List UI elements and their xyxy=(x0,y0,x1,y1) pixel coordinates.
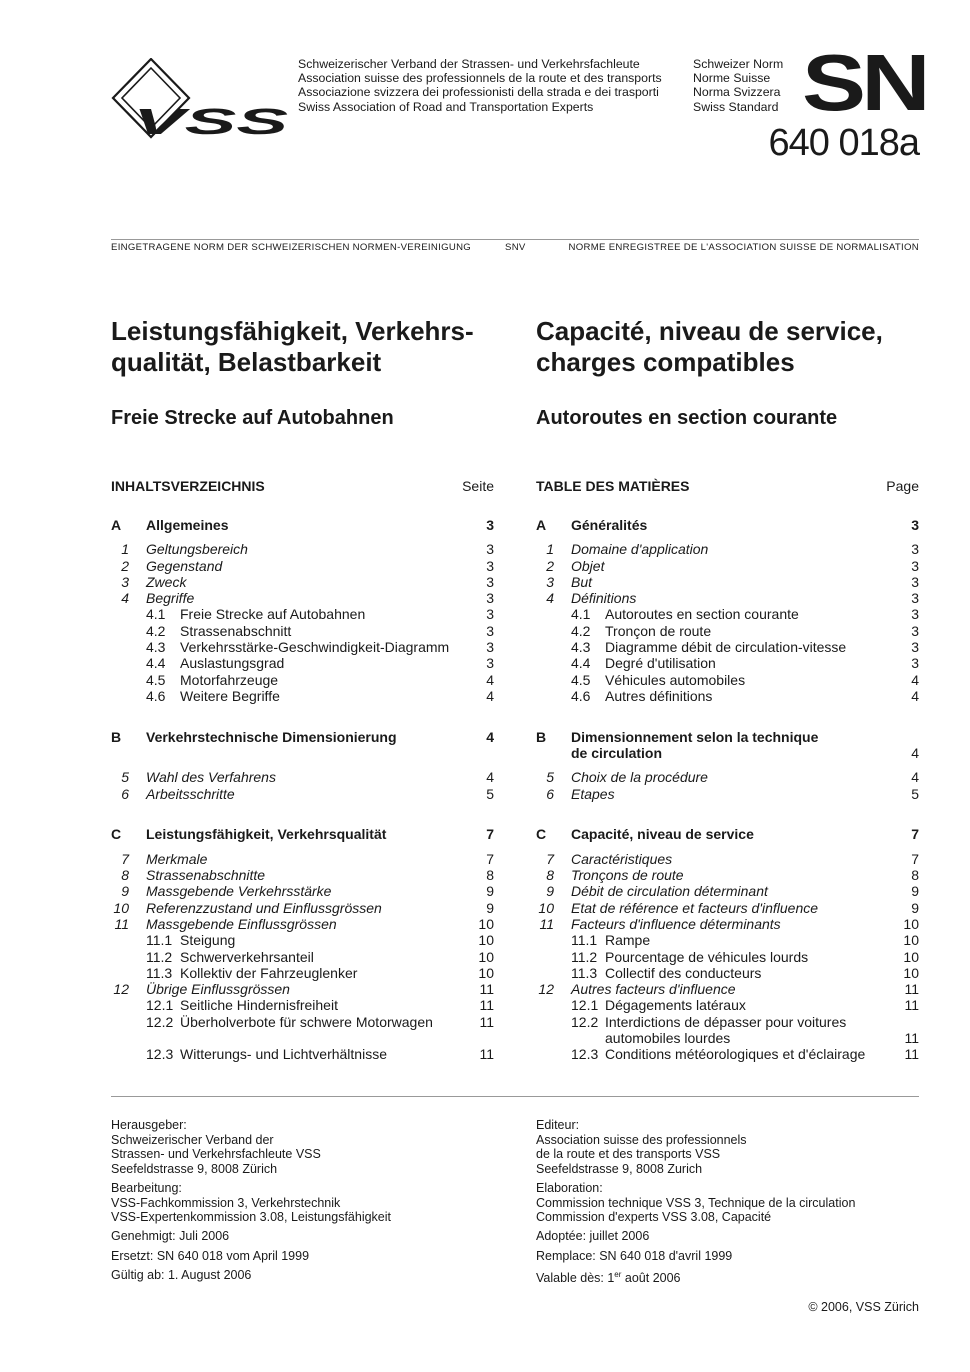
toc-heading-de: INHALTSVERZEICHNIS Seite xyxy=(111,478,494,494)
toc-section-a[interactable]: A Généralités 3 xyxy=(536,517,919,533)
vss-logo xyxy=(111,58,291,140)
toc-item[interactable]: 9 Débit de circulation déterminant 9 xyxy=(546,883,919,900)
subtitle-fr: Autoroutes en section courante xyxy=(536,407,838,429)
registration-fr: NORME ENREGISTREE DE L'ASSOCIATION SUISSE DE NORMALISATION xyxy=(568,242,919,253)
toc-subitem-cont[interactable]: automobiles lourdes 11 xyxy=(605,1030,919,1047)
toc-item[interactable]: 2 Gegenstand 3 xyxy=(121,557,494,574)
toc-subitem[interactable]: 4.3 Diagramme débit de circulation-vitesse 3 xyxy=(571,639,919,656)
footer-de: Herausgeber: Schweizerischer Verband der Strassen- und Verkehrsfachleute VSS Seefeldstrasse 9, 8008 Zürich Bearbeitung: VSS-Fachkommission 3, Verkehrstechnik VSS-Expertenkommission 3.08, Leistungsfähigkeit Genehmigt: Juli 2006 Ersetzt: SN 640 018 vom April 1999 Gültig ab: 1. August 2006 xyxy=(111,1118,392,1282)
toc-subitem[interactable]: 12.1 Dégagements latéraux 11 xyxy=(571,997,919,1014)
toc-item[interactable]: 2 Objet 3 xyxy=(546,557,919,574)
toc-subitem[interactable]: 12.1 Seitliche Hindernisfreiheit 11 xyxy=(146,997,494,1014)
toc-subitem[interactable]: 4.4 Degré d'utilisation 3 xyxy=(571,655,919,672)
registration-snv: SNV xyxy=(505,242,526,253)
toc-section-c[interactable]: C Leistungsfähigkeit, Verkehrsqualität 7 xyxy=(111,826,494,843)
toc-subitem[interactable]: 4.1 Freie Strecke auf Autobahnen 3 xyxy=(146,606,494,623)
toc-item[interactable]: 4 Définitions 3 xyxy=(546,590,919,607)
top-divider xyxy=(111,239,919,240)
toc-item[interactable]: 12 Autres facteurs d'influence 11 xyxy=(538,981,919,998)
toc-item[interactable]: 5 Wahl des Verfahrens 4 xyxy=(121,769,494,786)
toc-item[interactable]: 9 Massgebende Verkehrsstärke 9 xyxy=(121,883,494,900)
toc-subitem[interactable]: 4.2 Strassenabschnitt 3 xyxy=(146,622,494,639)
toc-item[interactable]: 1 Geltungsbereich 3 xyxy=(121,541,494,558)
toc-subitem[interactable]: 4.1 Autoroutes en section courante 3 xyxy=(571,606,919,623)
toc-subitem[interactable]: 11.2 Schwerverkehrsanteil 10 xyxy=(146,948,494,965)
toc-section-b[interactable]: B Dimensionnement selon la technique xyxy=(536,728,819,745)
toc-subitem[interactable]: 12.2 Interdictions de dépasser pour voitures xyxy=(571,1013,847,1030)
toc-item[interactable]: 11 Massgebende Einflussgrössen 10 xyxy=(114,915,494,932)
sn-mark: SN xyxy=(802,38,926,127)
french-column xyxy=(536,316,919,1063)
toc-item[interactable]: 10 Referenzzustand und Einflussgrössen 9 xyxy=(113,899,494,916)
subtitle-de: Freie Strecke auf Autobahnen xyxy=(111,407,394,429)
title-de: Leistungsfähigkeit, Verkehrs- qualität, Belastbarkeit xyxy=(111,316,474,377)
toc-item[interactable]: 4 Begriffe 3 xyxy=(121,590,494,607)
toc-subitem[interactable]: 4.6 Weitere Begriffe 4 xyxy=(146,687,494,704)
toc-item[interactable]: 5 Choix de la procédure 4 xyxy=(546,769,919,786)
association-names: Schweizerischer Verband der Strassen- und Verkehrsfachleute Association suisse des professionnels de la route et des transports Associazione svizzera dei professionisti della strada e dei trasporti Swiss Association of Road and Transportation Experts xyxy=(298,57,662,114)
toc-item[interactable]: 6 Etapes 5 xyxy=(546,785,919,802)
toc-item[interactable]: 7 Caractéristiques 7 xyxy=(546,850,919,867)
toc-subitem[interactable]: 12.3 Witterungs- und Lichtverhältnisse 11 xyxy=(146,1046,494,1063)
german-column xyxy=(111,316,494,1063)
toc-subitem[interactable]: 11.3 Kollektiv der Fahrzeuglenker 10 xyxy=(146,964,494,981)
svg-text:VSS: VSS xyxy=(133,101,289,140)
toc-item[interactable]: 3 Zweck 3 xyxy=(121,573,494,590)
toc-item[interactable]: 3 But 3 xyxy=(546,573,919,590)
toc-subitem[interactable]: 11.1 Steigung 10 xyxy=(146,932,494,949)
toc-subitem[interactable]: 11.1 Rampe 10 xyxy=(571,932,919,949)
footer-fr: Editeur: Association suisse des professionnels de la route et des transports VSS Seefeldstrasse 9, 8008 Zurich Elaboration: Commission technique VSS 3, Technique de la circulation Commission d'experts VSS 3.08, Capacité Adoptée: juillet 2006 Remplace: SN 640 018 d'avril 1999 Valable dès: 1er août 2006 xyxy=(536,1118,856,1285)
norm-number: 640 018a xyxy=(768,122,919,164)
toc-section-b-cont[interactable]: de circulation 4 xyxy=(571,745,919,762)
toc-subitem[interactable]: 4.4 Auslastungsgrad 3 xyxy=(146,655,494,672)
toc-subitem[interactable]: 4.6 Autres définitions 4 xyxy=(571,687,919,704)
toc-subitem[interactable]: 4.2 Tronçon de route 3 xyxy=(571,622,919,639)
toc-item[interactable]: 12 Übrige Einflussgrössen 11 xyxy=(113,981,494,998)
toc-section-b[interactable]: B Verkehrstechnische Dimensionierung 4 xyxy=(111,728,494,745)
toc-item[interactable]: 11 Facteurs d'influence déterminants 10 xyxy=(539,915,919,932)
title-fr: Capacité, niveau de service, charges compatibles xyxy=(536,316,883,377)
toc-heading-fr: TABLE DES MATIÈRES Page xyxy=(536,478,919,494)
toc-subitem[interactable]: 4.5 Véhicules automobiles 4 xyxy=(571,671,919,688)
bottom-divider xyxy=(111,1096,919,1097)
copyright: © 2006, VSS Zürich xyxy=(808,1300,919,1314)
toc-subitem[interactable]: 12.3 Conditions météorologiques et d'éclairage 11 xyxy=(571,1046,919,1063)
norm-languages: Schweizer Norm Norme Suisse Norma Svizzera Swiss Standard xyxy=(693,57,784,114)
toc-item[interactable]: 1 Domaine d'application 3 xyxy=(546,541,919,558)
toc-subitem[interactable]: 12.2 Überholverbote für schwere Motorwagen 11 xyxy=(146,1013,494,1030)
toc-subitem[interactable]: 11.3 Collectif des conducteurs 10 xyxy=(571,964,919,981)
toc-fr xyxy=(536,517,919,1063)
registration-de: EINGETRAGENE NORM DER SCHWEIZERISCHEN NORMEN-VEREINIGUNG xyxy=(111,242,472,253)
toc-item[interactable]: 8 Tronçons de route 8 xyxy=(546,867,919,884)
toc-item[interactable]: 6 Arbeitsschritte 5 xyxy=(121,785,494,802)
toc-item[interactable]: 10 Etat de référence et facteurs d'influence 9 xyxy=(538,899,919,916)
toc-item[interactable]: 8 Strassenabschnitte 8 xyxy=(121,867,494,884)
toc-section-a[interactable]: A Allgemeines 3 xyxy=(111,517,494,533)
toc-section-c[interactable]: C Capacité, niveau de service 7 xyxy=(536,826,919,843)
toc-subitem[interactable]: 4.5 Motorfahrzeuge 4 xyxy=(146,671,494,688)
toc-de xyxy=(111,517,494,1063)
toc-subitem[interactable]: 4.3 Verkehrsstärke-Geschwindigkeit-Diagramm 3 xyxy=(146,639,494,656)
toc-subitem[interactable]: 11.2 Pourcentage de véhicules lourds 10 xyxy=(571,948,919,965)
toc-item[interactable]: 7 Merkmale 7 xyxy=(121,850,494,867)
